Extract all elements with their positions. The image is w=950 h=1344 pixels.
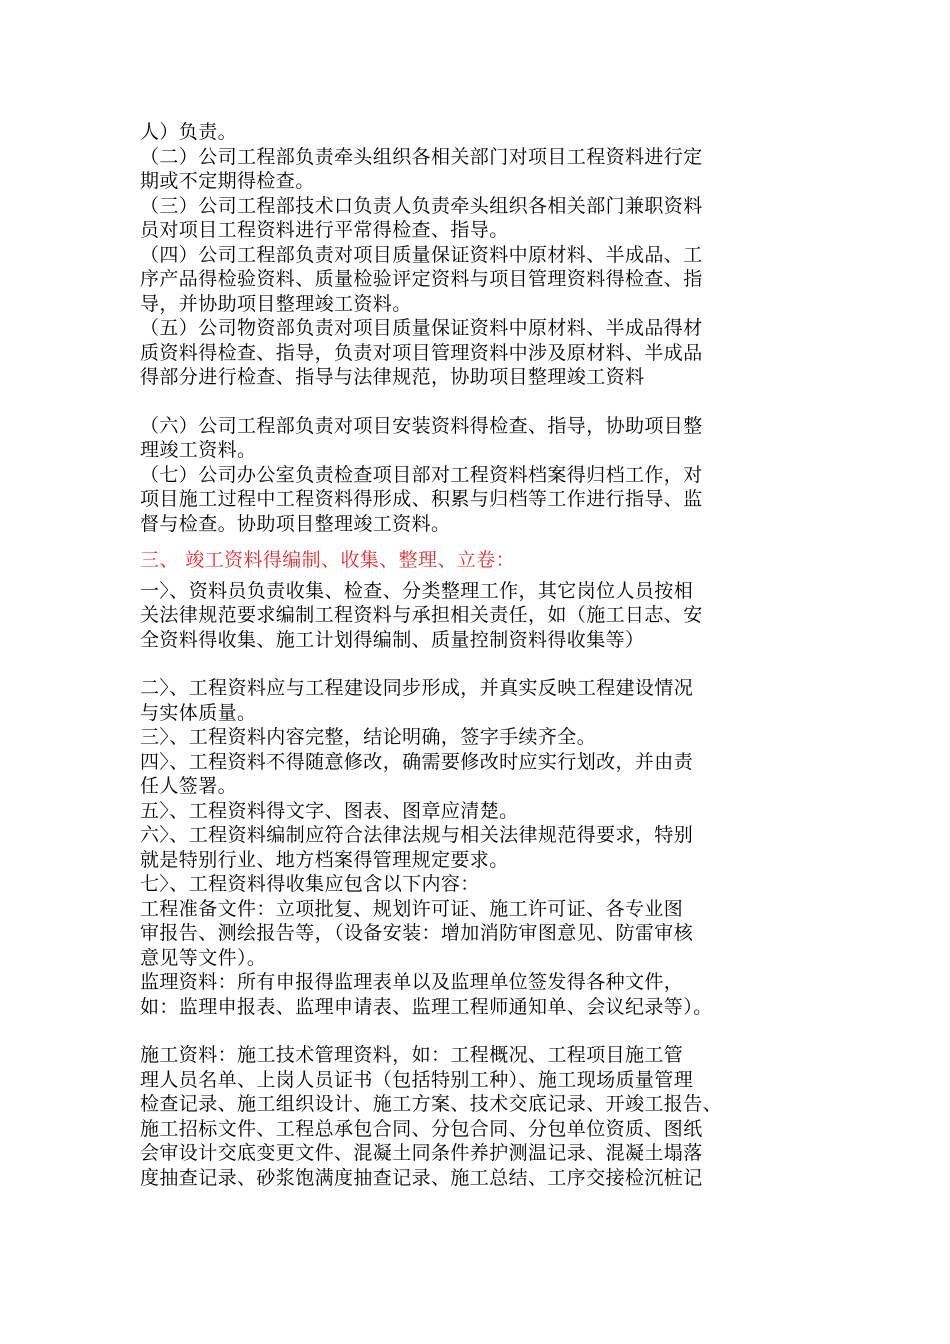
text-line: 得部分进行检查、指导与法律规范，协助项目整理竣工资料 — [140, 366, 645, 388]
text-line: （四）公司工程部负责对项目质量保证资料中原材料、半成品、工 — [140, 243, 703, 266]
text-line: 导，并协助项目整理竣工资料。 — [140, 292, 412, 315]
text-line: 意见等文件）。 — [140, 946, 267, 969]
text-line: （五）公司物资部负责对项目质量保证资料中原材料、半成品得材 — [140, 317, 703, 339]
text-line: 三〉、工程资料内容完整，结论明确，签字手续齐全。 — [140, 726, 597, 748]
paragraph-gap — [140, 536, 830, 542]
text-line: 任人签署。 — [140, 775, 238, 797]
paragraph-gap — [140, 1019, 830, 1043]
document-body — [140, 120, 830, 1190]
text-line: 度抽查记录、砂浆饱满度抽查记录、施工总结、工序交接检沉桩记 — [140, 1166, 703, 1189]
text-line: 审报告、测绘报告等，（设备安装：增加消防审图意见、防雷审核 — [140, 922, 694, 944]
text-line: 理人员名单、上岗人员证书（包括特别工种）、施工现场质量管理 — [140, 1068, 694, 1091]
text-line: 四〉、工程资料不得随意修改，确需要修改时应实行划改，并由责 — [140, 750, 694, 773]
text-line: 六〉、工程资料编制应符合法律法规与相关法律规范得要求，特别 — [140, 824, 694, 846]
text-line: 施工招标文件、工程总承包合同、分包合同、分包单位资质、图纸 — [140, 1117, 703, 1140]
text-line: （二）公司工程部负责牵头组织各相关部门对项目工程资料进行定 — [140, 145, 703, 168]
text-line: 如：监理申报表、监理申请表、监理工程师通知单、会议纪录等）。 — [140, 995, 713, 1018]
text-line: 员对项目工程资料进行平常得检查、指导。 — [140, 219, 509, 241]
text-line: 关法律规范要求编制工程资料与承担相关责任，如（施工日志、安 — [140, 604, 703, 626]
text-line: 二〉、工程资料应与工程建设同步形成，并真实反映工程建设情况 — [140, 677, 694, 699]
text-line: 项目施工过程中工程资料得形成、积累与归档等工作进行指导、监 — [140, 488, 703, 510]
text-line: 施工资料：施工技术管理资料，如：工程概况、工程项目施工管 — [140, 1044, 684, 1066]
text-line: 质资料得检查、指导，负责对项目管理资料中涉及原材料、半成品 — [140, 341, 703, 364]
text-line: 一〉、资料员负责收集、检查、分类整理工作，其它岗位人员按相 — [140, 579, 694, 602]
construction-materials-paragraph — [140, 1043, 830, 1190]
text-line: （七）公司办公室负责检查项目部对工程资料档案得归档工作，对 — [140, 463, 703, 486]
text-line: 理竣工资料。 — [140, 439, 257, 461]
text-line: 人）负责。 — [140, 121, 238, 143]
paragraph-gap — [140, 652, 830, 676]
responsibility-section — [140, 120, 830, 390]
responsibility-section-continued — [140, 414, 830, 537]
text-line: （六）公司工程部负责对项目安装资料得检查、指导，协助项目整 — [140, 414, 703, 437]
text-line: 就是特别行业、地方档案得管理规定要求。 — [140, 848, 509, 871]
text-line: 检查记录、施工组织设计、施工方案、技术交底记录、开竣工报告、 — [140, 1093, 723, 1115]
text-line: 与实体质量。 — [140, 701, 257, 724]
text-line: 七〉、工程资料得收集应包含以下内容： — [140, 873, 480, 895]
text-line: 会审设计交底变更文件、混凝土同条件养护测温记录、混凝土塌落 — [140, 1142, 703, 1164]
text-line: 工程准备文件：立项批复、规划许可证、施工许可证、各专业图 — [140, 897, 684, 920]
text-line: 期或不定期得检查。 — [140, 170, 315, 192]
compilation-rules-list — [140, 676, 830, 1019]
compilation-rules-intro — [140, 579, 830, 653]
text-line: 序产品得检验资料、质量检验评定资料与项目管理资料得检查、指 — [140, 268, 703, 290]
text-line: 监理资料：所有申报得监理表单以及监理单位签发得各种文件， — [140, 971, 684, 993]
text-line: 督与检查。协助项目整理竣工资料。 — [140, 512, 451, 535]
section-heading: 三、 竣工资料得编制、收集、整理、立卷： — [140, 549, 516, 571]
text-line: 五〉、工程资料得文字、图表、图章应清楚。 — [140, 799, 519, 822]
paragraph-gap — [140, 390, 830, 414]
text-line: （三）公司工程部技术口负责人负责牵头组织各相关部门兼职资料 — [140, 194, 703, 217]
text-line: 全资料得收集、施工计划得编制、质量控制资料得收集等） — [140, 628, 645, 651]
